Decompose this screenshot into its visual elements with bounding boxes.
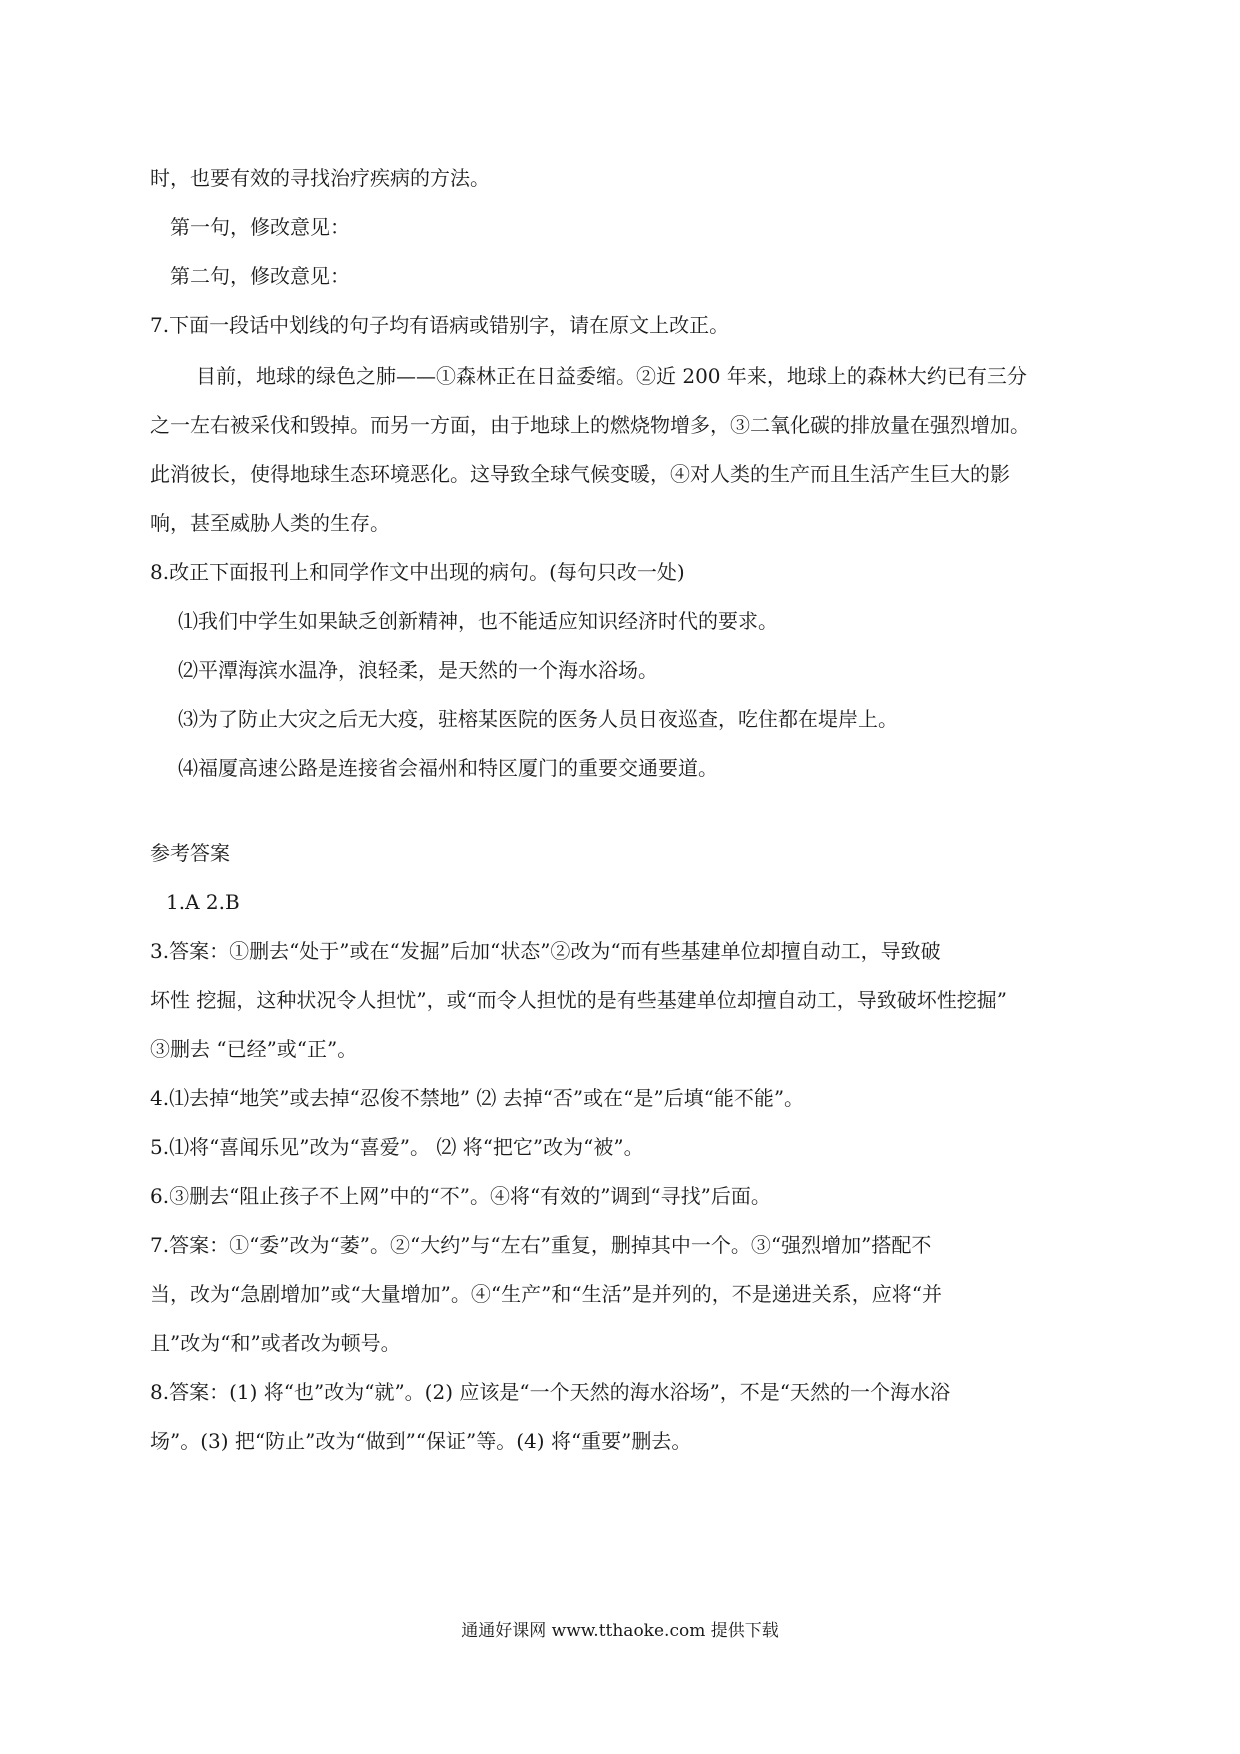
- answer-line: 且”改为“和”或者改为顿号。: [150, 1331, 401, 1355]
- answer-line: 5.⑴将“喜闻乐见”改为“喜爱”。 ⑵ 将“把它”改为“被”。: [150, 1135, 644, 1159]
- answer-line: 坏性 挖掘，这种状况令人担忧”，或“而令人担忧的是有些基建单位却擅自动工，导致破坏性挖掘”: [150, 988, 1008, 1012]
- q7-passage-line: 之一左右被采伐和毁掉。而另一方面，由于地球上的燃烧物增多，③二氧化碳的排放量在强烈增加。: [150, 413, 1030, 437]
- q7-passage-line: 此消彼长，使得地球生态环境恶化。这导致全球气候变暖，④对人类的生产而且生活产生巨大的影: [150, 462, 1010, 486]
- q8-item: ⑶为了防止大灾之后无大疫，驻榕某医院的医务人员日夜巡查，吃住都在堤岸上。: [178, 707, 898, 731]
- q8-item: ⑷福厦高速公路是连接省会福州和特区厦门的重要交通要道。: [178, 756, 718, 780]
- q8-item: ⑵平潭海滨水温净，浪轻柔，是天然的一个海水浴场。: [178, 658, 658, 682]
- footer-credit: 通通好课网 www.tthaoke.com 提供下载: [461, 1621, 779, 1641]
- answer-line: 6.③删去“阻止孩子不上网”中的“不”。④将“有效的”调到“寻找”后面。: [150, 1184, 771, 1208]
- answer-line: 3.答案：①删去“处于”或在“发掘”后加“状态”②改为“而有些基建单位却擅自动工，导致破: [150, 939, 941, 963]
- answer-line: 8.答案：(1) 将“也”改为“就”。(2) 应该是“一个天然的海水浴场”，不是“天然的一个海水浴: [150, 1380, 951, 1404]
- q7-passage-line: 目前，地球的绿色之肺——①森林正在日益委缩。②近 200 年来，地球上的森林大约已有三分: [196, 364, 1027, 388]
- q6-second-sentence-prompt: 第二句，修改意见：: [170, 264, 350, 288]
- answer-line: 1.A 2.B: [166, 890, 240, 914]
- q6-first-sentence-prompt: 第一句，修改意见：: [170, 215, 350, 239]
- answer-line: ③删去 “已经”或“正”。: [150, 1037, 358, 1061]
- answer-line: 当，改为“急剧增加”或“大量增加”。④“生产”和“生活”是并列的，不是递进关系，应将“并: [150, 1282, 943, 1306]
- answer-line: 4.⑴去掉“地笑”或去掉“忍俊不禁地” ⑵ 去掉“否”或在“是”后填“能不能”。: [150, 1086, 805, 1110]
- q7-title: 7.下面一段话中划线的句子均有语病或错别字，请在原文上改正。: [150, 313, 730, 337]
- q7-passage-line: 响，甚至威胁人类的生存。: [150, 511, 390, 535]
- answer-line: 7.答案：①“委”改为“萎”。②“大约”与“左右”重复，删掉其中一个。③“强烈增加”搭配不: [150, 1233, 932, 1257]
- answer-line: 场”。(3) 把“防止”改为“做到”“保证”等。(4) 将“重要”删去。: [150, 1429, 692, 1453]
- q8-item: ⑴我们中学生如果缺乏创新精神，也不能适应知识经济时代的要求。: [178, 609, 778, 633]
- q8-title: 8.改正下面报刊上和同学作文中出现的病句。(每句只改一处): [150, 560, 685, 584]
- answers-heading: 参考答案: [150, 841, 230, 865]
- continuation-line: 时，也要有效的寻找治疗疾病的方法。: [150, 166, 490, 190]
